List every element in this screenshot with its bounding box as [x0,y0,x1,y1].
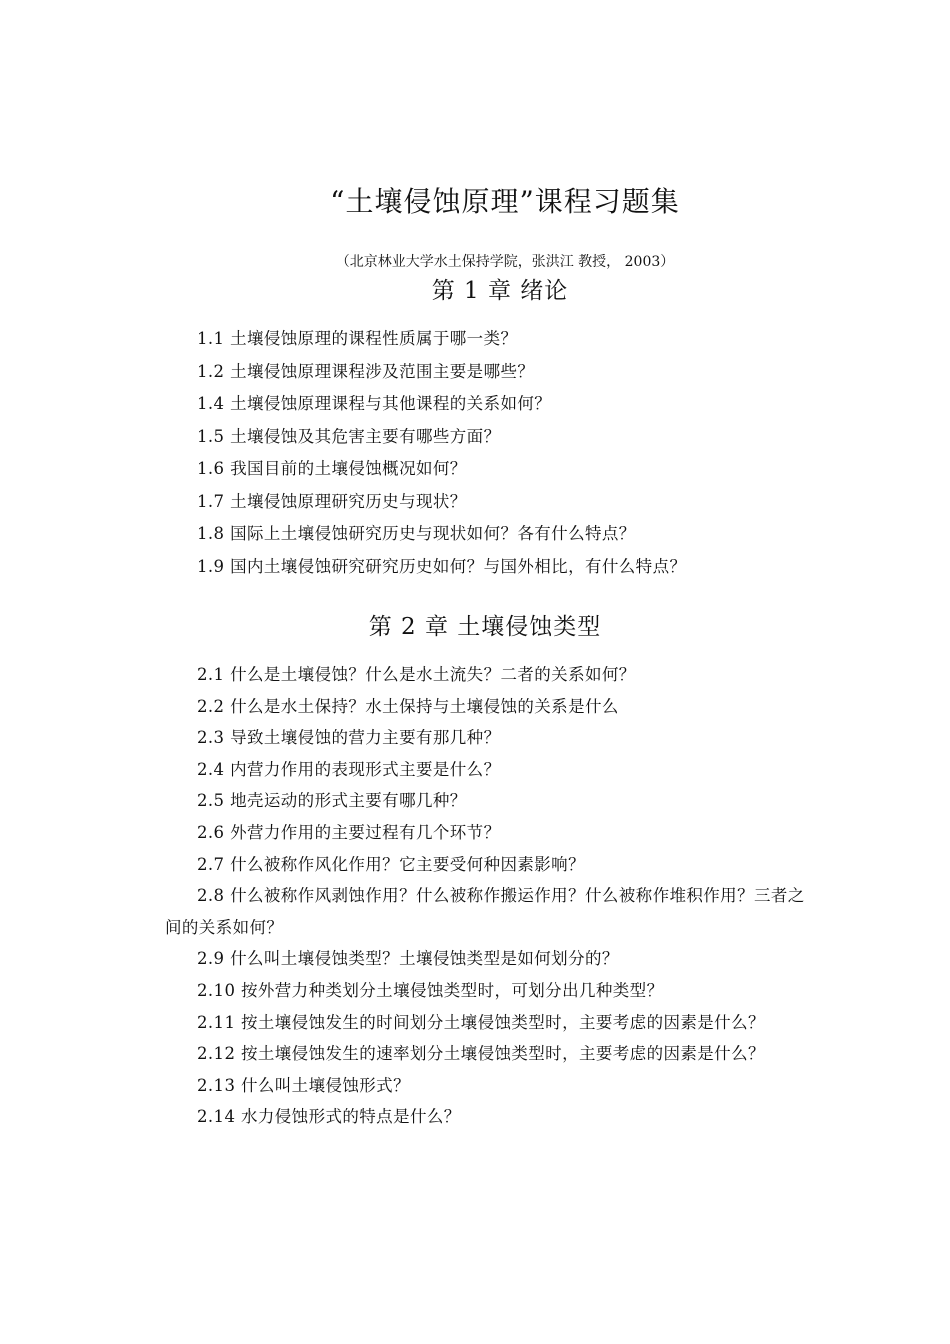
document-subtitle: （北京林业大学水土保持学院，张洪江 教授， 2003） [335,254,675,270]
question-item: 2.6 外营力作用的主要过程有几个环节？ [197,822,501,842]
question-item: 1.5 土壤侵蚀及其危害主要有哪些方面？ [197,426,501,446]
question-item: 1.7 土壤侵蚀原理研究历史与现状？ [197,491,467,511]
question-item: 1.9 国内土壤侵蚀研究研究历史如何？与国外相比，有什么特点？ [197,556,687,576]
question-item: 2.4 内营力作用的表现形式主要是什么？ [197,759,501,779]
question-item: 2.12 按土壤侵蚀发生的速率划分土壤侵蚀类型时，主要考虑的因素是什么？ [197,1044,765,1064]
question-item: 2.1 什么是土壤侵蚀？什么是水土流失？二者的关系如何？ [197,665,636,684]
question-item: 2.2 什么是水土保持？水土保持与土壤侵蚀的关系是什么 [197,696,619,716]
question-item: 2.13 什么叫土壤侵蚀形式？ [197,1075,410,1095]
question-item: 2.8 什么被称作风剥蚀作用？什么被称作搬运作用？什么被称作堆积作用？三者之间的关系如何？ [165,886,805,937]
question-item: 1.4 土壤侵蚀原理课程与其他课程的关系如何？ [197,394,552,413]
question-item: 2.10 按外营力种类划分土壤侵蚀类型时，可划分出几种类型？ [197,980,664,1000]
question-item: 2.5 地壳运动的形式主要有哪几种？ [197,791,467,811]
chapter-title: 第 2 章 土壤侵蚀类型 [368,614,602,640]
question-item: 2.14 水力侵蚀形式的特点是什么？ [197,1107,461,1127]
question-item: 1.8 国际上土壤侵蚀研究历史与现状如何？各有什么特点？ [197,524,636,543]
chapter-2 [165,611,805,1133]
question-item: 1.6 我国目前的土壤侵蚀概况如何？ [197,459,467,478]
document-title: “土壤侵蚀原理”课程习题集 [330,185,680,218]
chapter-title: 第 1 章 绪论 [431,278,569,304]
question-item: 2.7 什么被称作风化作用？它主要受何种因素影响？ [197,854,585,874]
question-item: 2.9 什么叫土壤侵蚀类型？土壤侵蚀类型是如何划分的？ [197,949,619,969]
question-item: 2.11 按土壤侵蚀发生的时间划分土壤侵蚀类型时，主要考虑的因素是什么？ [197,1012,765,1032]
question-item: 1.2 土壤侵蚀原理课程涉及范围主要是哪些？ [197,361,535,381]
chapter-1 [165,275,805,583]
question-item: 2.3 导致土壤侵蚀的营力主要有那几种？ [197,728,501,748]
question-item: 1.1 土壤侵蚀原理的课程性质属于哪一类？ [197,329,518,348]
